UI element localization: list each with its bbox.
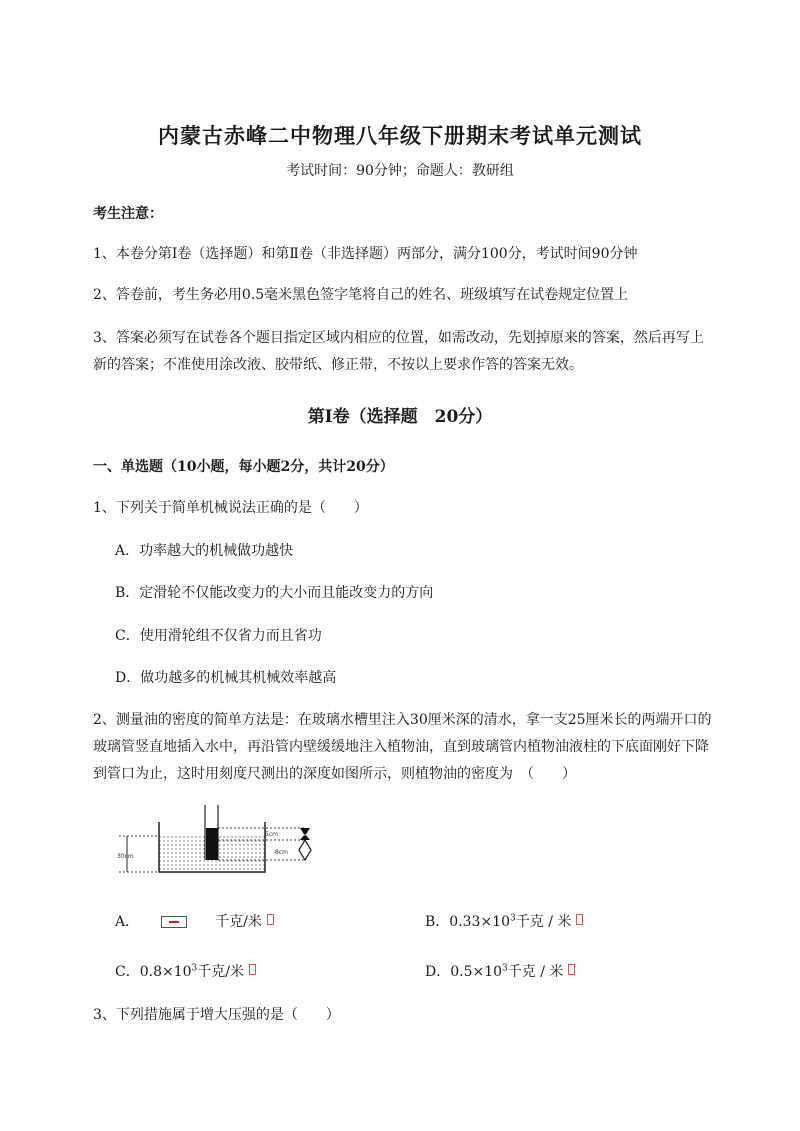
right-dim-arrows xyxy=(299,840,311,860)
option-d-value: D．0.5×10 xyxy=(425,964,503,980)
question-1-option-b: B．定滑轮不仅能改变力的大小而且能改变力的方向 xyxy=(115,585,434,601)
oil-column xyxy=(206,828,218,860)
label-8cm: 8cm xyxy=(275,849,288,856)
question-2-option-a xyxy=(115,911,274,931)
part-heading: 一、单选题（10小题，每小题2分，共计20分） xyxy=(93,459,394,475)
notice-item-1: 1、本卷分第I卷（选择题）和第Ⅱ卷（非选择题）两部分，满分100分，考试时间90分钟 xyxy=(93,246,638,262)
section-title: 第I卷（选择题 20分） xyxy=(307,407,493,427)
option-b-unit: 千克 / 米 xyxy=(515,914,572,930)
exam-subtitle: 考试时间：90分钟；命题人：教研组 xyxy=(286,163,514,179)
notice-heading: 考生注意： xyxy=(93,206,163,222)
broken-image-icon xyxy=(267,914,274,925)
exam-title: 内蒙古赤峰二中物理八年级下册期末考试单元测试 xyxy=(158,123,642,148)
option-c-exponent: 3 xyxy=(191,963,198,974)
question-2-option-c xyxy=(115,961,256,981)
formula-image-placeholder xyxy=(161,916,187,928)
label-5cm: 5cm xyxy=(265,831,278,838)
option-d-unit: 千克 / 米 xyxy=(507,964,564,980)
option-b-value: B．0.33×10 xyxy=(425,914,511,930)
option-c-unit: 千克/米 xyxy=(197,964,244,980)
broken-image-icon xyxy=(249,964,256,975)
question-1-option-c: C．使用滑轮组不仅省力而且省功 xyxy=(115,628,322,644)
top-dim-arrows xyxy=(300,828,310,840)
question-1-stem: 1、下列关于简单机械说法正确的是（ ） xyxy=(93,500,368,516)
measurement-figure xyxy=(115,800,325,880)
notice-item-3: 3、答案必须写在试卷各个题目指定区域内相应的位置，如需改动，先划掉原来的答案，然后再写上新的答案；不准使用涂改液、胶带纸、修正带，不按以上要求作答的答案无效。 xyxy=(93,330,704,373)
option-b-exponent: 3 xyxy=(510,913,516,924)
label-30cm: 30cm xyxy=(117,853,134,860)
option-a-prefix: A． xyxy=(115,914,140,930)
broken-image-icon xyxy=(568,964,575,975)
broken-image-icon xyxy=(576,914,583,925)
option-a-unit: 千克/米 xyxy=(215,914,262,930)
notice-item-2: 2、答卷前，考生务必用0.5毫米黑色签字笔将自己的姓名、班级填写在试卷规定位置上 xyxy=(93,287,629,303)
question-2-stem: 2、测量油的密度的简单方法是：在玻璃水槽里注入30厘米深的清水，拿一支25厘米长的两端开口的玻璃管竖直地插入水中，再沿管内壁缓缓地注入植物油，直到玻璃管内植物油液柱的下底面刚好下降到管口为止，这时用刻度尺测出的深度如图所示，则植物油的密度为 （ ） xyxy=(93,712,712,782)
question-2-option-b xyxy=(425,911,583,931)
option-d-exponent: 3 xyxy=(502,963,508,974)
question-2-option-d xyxy=(425,961,575,981)
question-3-stem: 3、下列措施属于增大压强的是（ ） xyxy=(93,1007,340,1023)
option-c-value: C．0.8×10 xyxy=(115,964,192,980)
question-1-option-d: D．做功越多的机械其机械效率越高 xyxy=(115,670,337,686)
question-1-option-a: A．功率越大的机械做功越快 xyxy=(115,543,294,559)
